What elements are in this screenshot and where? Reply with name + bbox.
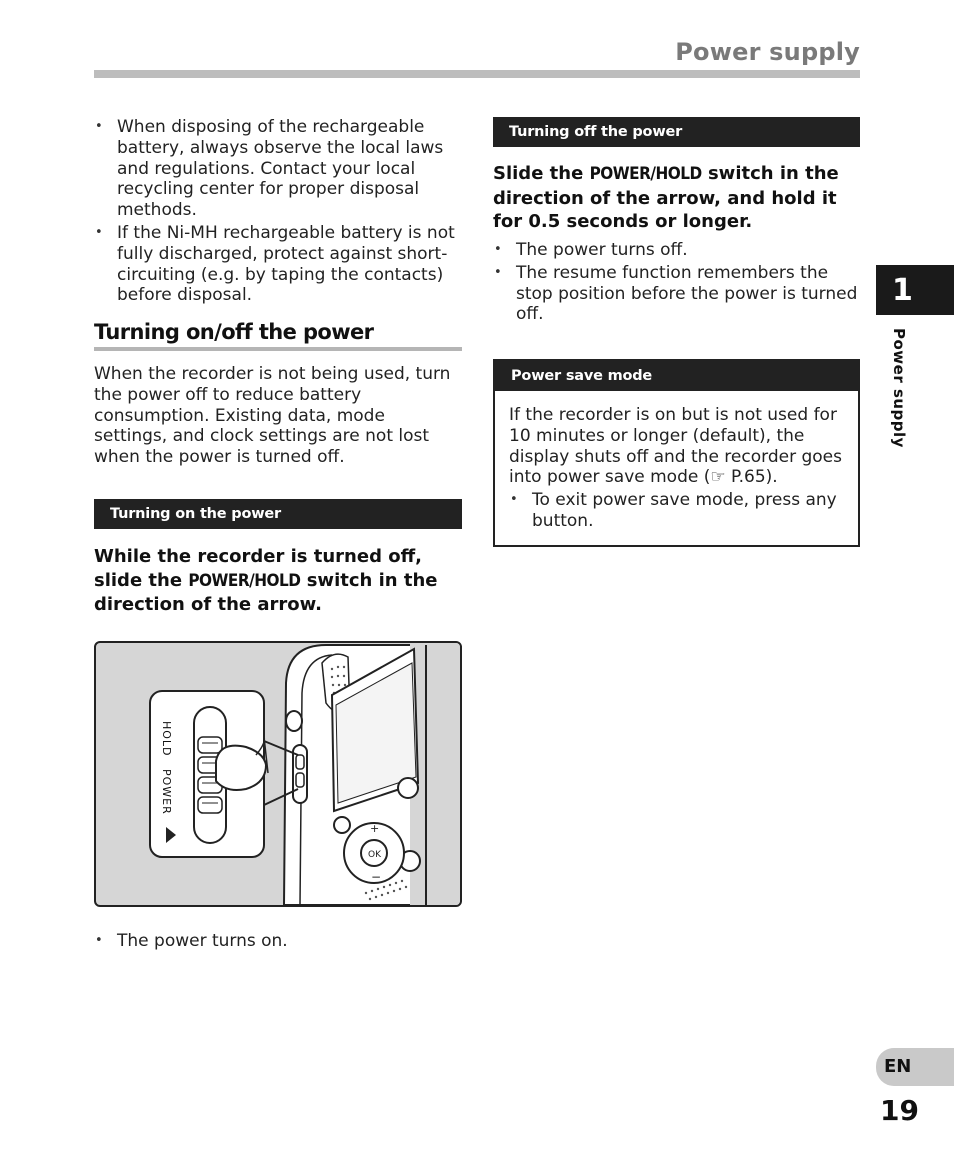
subsection-bar-turning-off: Turning off the power (493, 117, 860, 147)
turn-on-instruction: While the recorder is turned off, slide the POWER/HOLD switch in the direction of the arrow. (94, 546, 438, 615)
chapter-label: Power supply (890, 328, 908, 448)
list-item: • If the Ni-MH rechargeable battery is not fully discharged, protect against short-circuiting (e.g. by taping the contacts) before disposal. (94, 223, 464, 306)
svg-text:+: + (370, 822, 380, 835)
page-number: 19 (880, 1094, 919, 1127)
svg-text:−: − (371, 870, 382, 884)
hold-label: HOLD (160, 721, 173, 757)
chapter-number: 1 (892, 273, 913, 308)
language-label: EN (884, 1056, 912, 1077)
switch-name: POWER/HOLD (188, 570, 301, 591)
subsection-bar-power-save: Power save mode (495, 361, 858, 391)
power-save-box (493, 359, 860, 547)
recorder-illustration (94, 641, 462, 907)
section-title: Turning on/off the power (94, 320, 462, 351)
page-header-title: Power supply (675, 38, 860, 66)
list-item: • The power turns on. (94, 931, 464, 952)
switch-name: POWER/HOLD (589, 164, 702, 184)
intro-paragraph: When the recorder is not being used, turn the power off to reduce battery consumption. Existing data, mode settings, and clock settings are not lost when the power is turned off. (94, 364, 451, 468)
chapter-tab (876, 265, 954, 315)
turn-off-results (493, 240, 861, 327)
header-rule (94, 70, 860, 78)
disposal-notes (94, 117, 464, 308)
list-item: • The power turns off. (493, 240, 861, 261)
power-save-text: If the recorder is on but is not used for 10 minutes or longer (default), the display shuts off and the recorder goes into power save mode (☞ P.65). (509, 405, 842, 488)
turn-off-instruction: Slide the POWER/HOLD switch in the direction of the arrow, and hold it for 0.5 seconds or longer. (493, 163, 839, 232)
power-label: POWER (160, 769, 173, 815)
svg-text:OK: OK (368, 850, 381, 860)
list-item: • To exit power save mode, press any button. (509, 490, 844, 532)
recorder-drawing (96, 643, 460, 905)
list-item: • The resume function remembers the stop position before the power is turned off. (493, 263, 861, 325)
turn-on-result (94, 931, 464, 954)
subsection-bar-turning-on: Turning on the power (94, 499, 462, 529)
list-item: • When disposing of the rechargeable battery, always observe the local laws and regulations. Contact your local recycling center for proper disposal methods. (94, 117, 464, 221)
